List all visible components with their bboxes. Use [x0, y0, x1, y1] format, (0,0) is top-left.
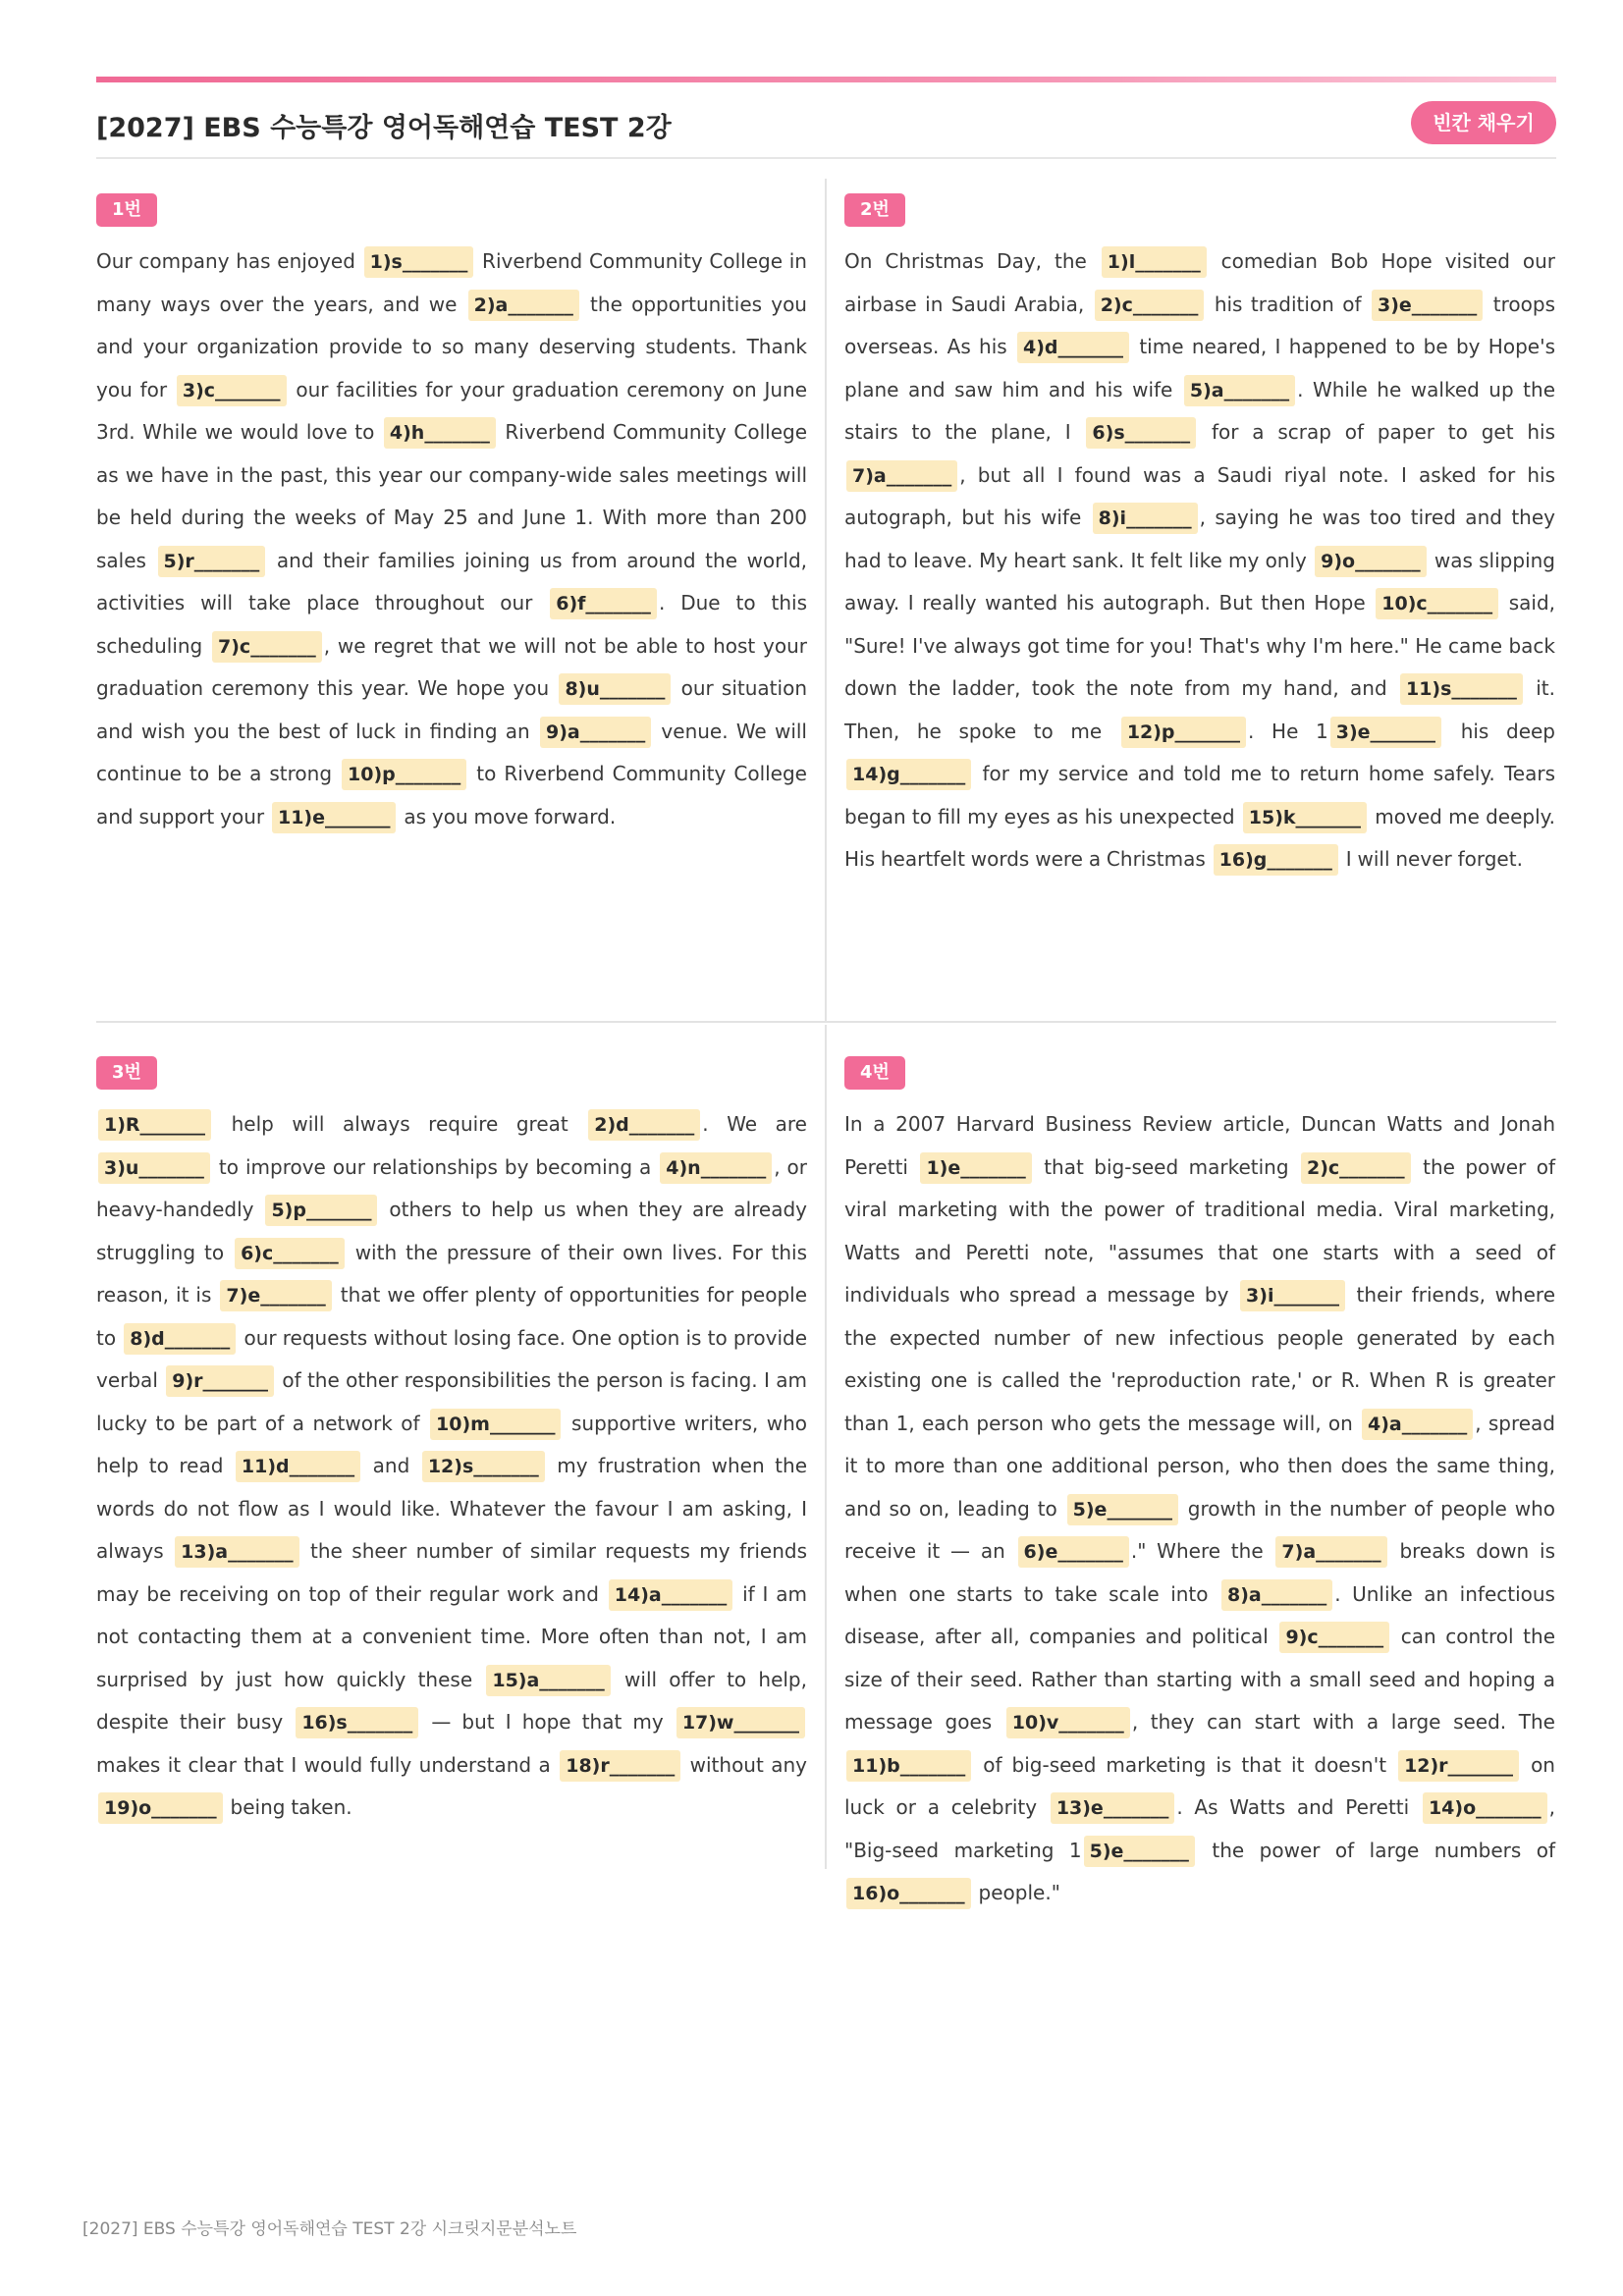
column-divider-bottom [825, 1025, 827, 1869]
passage [844, 240, 1555, 881]
passage-text: Riverbend Community College as we have in the past, this year our company-wide sales meetings will be held during the weeks of May 25 and June 1. With more than 200 sales [96, 420, 807, 572]
passage-text: to improve our relationships by becoming a [211, 1154, 659, 1179]
answer-blank[interactable]: 3)e_______ [1330, 717, 1441, 748]
header-accent-bar [96, 77, 1556, 82]
answer-blank[interactable]: 8)i_______ [1093, 503, 1198, 534]
answer-blank[interactable]: 16)g_______ [1214, 844, 1338, 876]
passage-text: comedian Bob Hope visited our airbase in Saudi Arabia, [844, 249, 1556, 316]
passage-text: with the pressure of their own lives. For this reason, it is [96, 1240, 808, 1307]
answer-blank[interactable]: 11)b_______ [846, 1750, 971, 1782]
passage-text: can control the size of their seed. Rather than starting with a small seed and hoping a message goes [844, 1625, 1555, 1734]
passage-text: makes it clear that I would fully understand a [96, 1752, 559, 1777]
passage-text: that big-seed marketing [1033, 1154, 1300, 1179]
passage-text: — but I hope that my [420, 1710, 675, 1734]
answer-blank[interactable]: 3)u_______ [98, 1152, 210, 1184]
passage-text: , they can start with a large seed. The [1131, 1710, 1555, 1734]
passage-text: our situation and wish you the best of luck in finding an [96, 676, 807, 743]
passage-text: , or heavy-handedly [96, 1154, 807, 1221]
row-divider [96, 1021, 1556, 1023]
passage-text: . Unlike an infectious disease, after all, companies and political [844, 1581, 1555, 1648]
passage-text: . As Watts and Peretti [1176, 1795, 1421, 1819]
answer-blank[interactable]: 7)e_______ [220, 1280, 331, 1311]
answer-blank[interactable]: 2)d_______ [588, 1109, 700, 1141]
passage-text: it. Then, he spoke to me [844, 676, 1555, 743]
answer-blank[interactable]: 18)r_______ [560, 1750, 680, 1782]
passage-text: for my service and told me to return home safely. Tears began to fill my eyes as his unexpected [844, 762, 1555, 828]
answer-blank[interactable]: 14)a_______ [609, 1579, 732, 1611]
answer-blank[interactable]: 2)a_______ [468, 290, 579, 321]
answer-blank[interactable]: 9)o_______ [1315, 546, 1426, 577]
answer-blank[interactable]: 9)c_______ [1279, 1622, 1389, 1653]
passage-text: I will never forget. [1339, 847, 1523, 871]
mode-badge: 빈칸 채우기 [1411, 101, 1556, 144]
answer-blank[interactable]: 17)w_______ [676, 1707, 805, 1738]
passage-text: the power of large numbers of [1196, 1838, 1555, 1862]
passage-text: In a 2007 Harvard Business Review article, Duncan Watts and Jonah Peretti [844, 1112, 1555, 1179]
passage-text: . He 1 [1248, 719, 1328, 743]
passage-text: our facilities for your graduation ceremony on June 3rd. While we would love to [96, 377, 807, 444]
passage-text: time neared, I happened to be by Hope's plane and saw him and his wife [844, 335, 1555, 401]
answer-blank[interactable]: 12)p_______ [1121, 717, 1246, 748]
passage-text: , "Big-seed marketing 1 [844, 1795, 1555, 1862]
answer-blank[interactable]: 4)h_______ [384, 417, 496, 449]
passage-text: , saying he was too tired and they had to leave. My heart sank. It felt like my only [844, 506, 1555, 572]
question-badge: 1번 [96, 193, 157, 227]
passage-text: , but all I found was a Saudi riyal note. I asked for his autograph, but his wife [844, 462, 1555, 529]
passage-text: was slipping away. I really wanted his autograph. But then Hope [844, 548, 1555, 614]
answer-blank[interactable]: 12)s_______ [422, 1451, 545, 1482]
answer-blank[interactable]: 3)i_______ [1240, 1280, 1345, 1311]
passage-text: help will always require great [213, 1112, 587, 1136]
passage-text: being taken. [224, 1795, 352, 1819]
passage-text: will offer to help, despite their busy [96, 1667, 807, 1734]
answer-blank[interactable]: 1)R_______ [98, 1109, 211, 1141]
answer-blank[interactable]: 10)v_______ [1006, 1707, 1130, 1738]
answer-blank[interactable]: 5)e_______ [1084, 1836, 1195, 1867]
passage-text: , we regret that we will not be able to host your graduation ceremony this year. We hope you [96, 633, 808, 700]
answer-blank[interactable]: 5)p_______ [265, 1195, 377, 1226]
passage-text: said, "Sure! I've always got time for you! That's why I'm here." He came back down the ladder, took the note from my hand, and [844, 591, 1555, 700]
answer-blank[interactable]: 2)c_______ [1301, 1152, 1411, 1184]
passage-text: supportive writers, who help to read [96, 1411, 807, 1477]
passage [844, 1103, 1555, 1915]
header-divider [96, 157, 1556, 159]
answer-blank[interactable]: 9)a_______ [540, 717, 651, 748]
answer-blank[interactable]: 7)c_______ [212, 631, 322, 663]
answer-blank[interactable]: 6)f_______ [550, 588, 657, 619]
footer-text: [2027] EBS 수능특강 영어독해연습 TEST 2강 시크릿지문분석노트 [82, 2219, 577, 2239]
passage-text: people." [972, 1881, 1060, 1904]
answer-blank[interactable]: 11)e_______ [272, 802, 397, 833]
answer-blank[interactable]: 13)a_______ [175, 1536, 298, 1568]
answer-blank[interactable]: 16)s_______ [296, 1707, 418, 1738]
answer-blank[interactable]: 2)c_______ [1095, 290, 1205, 321]
passage [96, 240, 807, 838]
passage-text: . While he walked up the stairs to the plane, I [844, 377, 1555, 444]
answer-blank[interactable]: 1)l_______ [1102, 246, 1207, 278]
passage-text: and [362, 1454, 420, 1477]
passage-text: on luck or a celebrity [844, 1752, 1555, 1819]
answer-blank[interactable]: 13)e_______ [1051, 1792, 1175, 1824]
question-panel-3 [96, 1056, 807, 1830]
answer-blank[interactable]: 1)e_______ [920, 1152, 1031, 1184]
answer-blank[interactable]: 19)o_______ [98, 1792, 223, 1824]
answer-blank[interactable]: 8)u_______ [559, 673, 671, 705]
answer-blank[interactable]: 6)c_______ [235, 1238, 345, 1269]
answer-blank[interactable]: 5)e_______ [1067, 1494, 1178, 1525]
answer-blank[interactable]: 9)r_______ [166, 1365, 274, 1397]
passage [96, 1103, 807, 1830]
answer-blank[interactable]: 11)d_______ [236, 1451, 360, 1482]
answer-blank[interactable]: 14)g_______ [846, 759, 971, 790]
answer-blank[interactable]: 15)a_______ [486, 1665, 610, 1696]
passage-text: of big-seed marketing is that it doesn't [973, 1752, 1397, 1777]
passage-text: venue. We will continue to be a strong [96, 719, 807, 785]
question-panel-1 [96, 193, 807, 838]
passage-text: the opportunities you and your organization provide to so many deserving students. Thank you for [96, 292, 807, 401]
passage-text: . We are [702, 1112, 807, 1136]
question-panel-2 [844, 193, 1555, 881]
answer-blank[interactable]: 16)o_______ [846, 1878, 971, 1909]
passage-text: ." Where the [1130, 1539, 1274, 1563]
passage-text: . Due to this scheduling [96, 591, 808, 658]
answer-blank[interactable]: 7)a_______ [1275, 1536, 1386, 1568]
answer-blank[interactable]: 11)s_______ [1400, 673, 1523, 705]
passage-text: Our company has enjoyed [96, 249, 362, 273]
passage-text: and their families joining us from around the world, activities will take place throughout our [96, 548, 807, 614]
answer-blank[interactable]: 4)d_______ [1017, 332, 1129, 363]
answer-blank[interactable]: 8)d_______ [124, 1323, 236, 1355]
passage-text: as you move forward. [398, 804, 617, 828]
page-title: [2027] EBS 수능특강 영어독해연습 TEST 2강 [96, 113, 672, 143]
answer-blank[interactable]: 3)e_______ [1372, 290, 1483, 321]
question-panel-4 [844, 1056, 1555, 1915]
column-divider-top [825, 179, 827, 1021]
answer-blank[interactable]: 10)c_______ [1376, 588, 1498, 619]
answer-blank[interactable]: 7)a_______ [846, 460, 957, 492]
passage-text: Riverbend Community College in many ways over the years, and we [96, 249, 807, 316]
answer-blank[interactable]: 15)k_______ [1243, 802, 1367, 833]
passage-text: the sheer number of similar requests my friends may be receiving on top of their regular work and [96, 1539, 807, 1606]
passage-text: moved me deeply. His heartfelt words were a Christmas [844, 804, 1556, 871]
answer-blank[interactable]: 6)s_______ [1086, 417, 1196, 449]
answer-blank[interactable]: 14)o_______ [1423, 1792, 1547, 1824]
passage-text: , spread it to more than one additional person, who then does the same thing, and so on, leading to [844, 1411, 1555, 1521]
answer-blank[interactable]: 5)r_______ [158, 546, 266, 577]
passage-text: the power of viral marketing with the power of traditional media. Viral marketing, Watts and Peretti note, "assumes that one starts with a seed of individuals who spread a message by [844, 1154, 1555, 1307]
passage-text: to Riverbend Community College and support your [96, 762, 807, 828]
passage-text: growth in the number of people who receive it — an [844, 1496, 1555, 1563]
answer-blank[interactable]: 10)m_______ [430, 1409, 561, 1440]
passage-text: our requests without losing face. One option is to provide verbal [96, 1325, 808, 1392]
passage-text: my frustration when the words do not flow as I would like. Whatever the favour I am asking, I always [96, 1454, 807, 1563]
answer-blank[interactable]: 10)p_______ [342, 759, 466, 790]
passage-text: without any [682, 1752, 808, 1777]
question-badge: 3번 [96, 1056, 157, 1090]
passage-text: his tradition of [1206, 292, 1371, 316]
passage-text: if I am not contacting them at a convenient time. More often than not, I am surprised by just how quickly these [96, 1581, 807, 1691]
passage-text: breaks down is when one starts to take scale into [844, 1539, 1555, 1606]
answer-blank[interactable]: 4)a_______ [1362, 1409, 1473, 1440]
answer-blank[interactable]: 5)a_______ [1184, 375, 1295, 406]
passage-text: for a scrap of paper to get his [1198, 420, 1555, 444]
answer-blank[interactable]: 8)a_______ [1221, 1579, 1332, 1611]
passage-text: troops overseas. As his [844, 292, 1555, 358]
passage-text: On Christmas Day, the [844, 249, 1100, 273]
answer-blank[interactable]: 3)c_______ [177, 375, 287, 406]
passage-text: of the other responsibilities the person is facing. I am lucky to be part of a network of [96, 1368, 807, 1435]
passage-text: their friends, where the expected number of new infectious people generated by each existing one is called the 'reproduction rate,' or R. When R is greater than 1, each person who gets the message will, on [844, 1283, 1556, 1435]
question-badge: 2번 [844, 193, 905, 227]
passage-text: that we offer plenty of opportunities for people to [96, 1283, 807, 1350]
answer-blank[interactable]: 1)s_______ [364, 246, 474, 278]
passage-text: his deep [1443, 719, 1555, 743]
answer-blank[interactable]: 12)r_______ [1398, 1750, 1519, 1782]
question-badge: 4번 [844, 1056, 905, 1090]
answer-blank[interactable]: 4)n_______ [660, 1152, 772, 1184]
answer-blank[interactable]: 6)e_______ [1018, 1536, 1129, 1568]
passage-text: others to help us when they are already struggling to [96, 1198, 807, 1264]
